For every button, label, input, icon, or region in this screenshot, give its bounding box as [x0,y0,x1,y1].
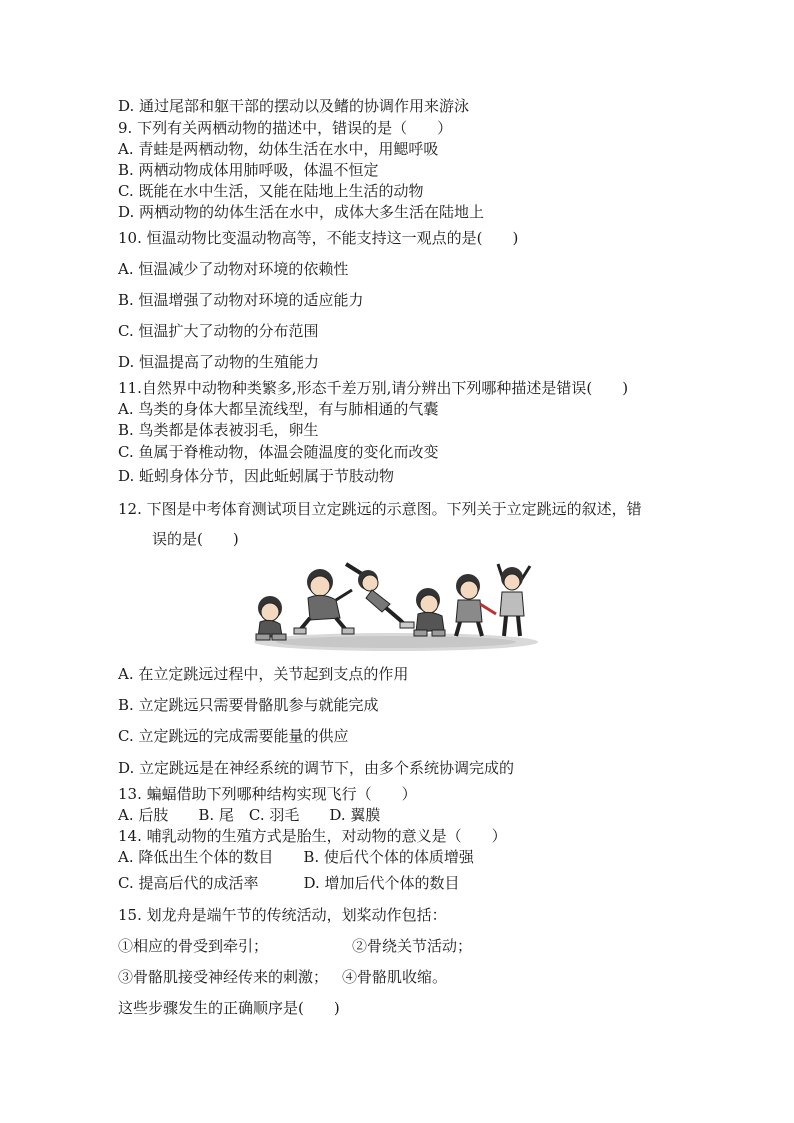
q9-option-d: D. 两栖动物的幼体生活在水中，成体大多生活在陆地上 [118,203,485,221]
q15-stem: 15. 划龙舟是端午节的传统活动，划桨动作包括： [118,906,447,924]
jumper-landing [414,588,445,636]
q13-stem: 13. 蝙蝠借助下列哪种结构实现飞行（ ） [118,785,417,803]
q10-option-c: C. 恒温扩大了动物的分布范围 [118,322,319,340]
q15-step1: ①相应的骨受到牵引； [118,937,269,955]
q14-options-row2: C. 提高后代的成活率 D. 增加后代个体的数目 [118,874,460,892]
q11-option-c: C. 鱼属于脊椎动物，体温会随温度的变化而改变 [118,443,439,461]
q9-option-a: A. 青蛙是两栖动物，幼体生活在水中，用鳃呼吸 [118,140,439,158]
q8-option-d: D. 通过尾部和躯干部的摆动以及鳍的协调作用来游泳 [118,97,470,115]
q12-option-d: D. 立定跳远是在神经系统的调节下，由多个系统协调完成的 [118,759,515,777]
q11-option-d: D. 蚯蚓身体分节，因此蚯蚓属于节肢动物 [118,467,395,485]
q9-option-c: C. 既能在水中生活，又能在陆地上生活的动物 [118,182,424,200]
q13-options: A. 后肢 B. 尾 C. 羽毛 D. 翼膜 [118,806,381,824]
jumper-arms-back [456,574,496,636]
q15-step2: ②骨绕关节活动； [352,937,473,955]
q12-option-a: A. 在立定跳远过程中，关节起到支点的作用 [118,665,409,683]
jumper-arms-up [498,564,530,636]
q11-option-b: B. 鸟类都是体表被羽毛，卵生 [118,421,319,439]
q10-stem: 10. 恒温动物比变温动物高等，不能支持这一观点的是( ) [118,229,519,247]
standing-long-jump-illustration [250,560,542,652]
q15-ask: 这些步骤发生的正确顺序是( ) [118,999,340,1017]
q9-option-b: B. 两栖动物成体用肺呼吸，体温不恒定 [118,161,379,179]
q12-option-b: B. 立定跳远只需要骨骼肌参与就能完成 [118,696,379,714]
q11-stem: 11.自然界中动物种类繁多,形态千差万别,请分辨出下列哪种描述是错误( ) [118,379,629,397]
q10-option-b: B. 恒温增强了动物对环境的适应能力 [118,291,364,309]
q14-stem: 14. 哺乳动物的生殖方式是胎生，对动物的意义是（ ） [118,827,507,845]
q12-option-c: C. 立定跳远的完成需要能量的供应 [118,727,349,745]
q12-stem-line1: 12. 下图是中考体育测试项目立定跳远的示意图。下列关于立定跳远的叙述，错 [118,500,642,518]
q15-step4: ④骨骼肌收缩。 [342,968,448,986]
q10-option-d: D. 恒温提高了动物的生殖能力 [118,353,320,371]
q14-options-row1: A. 降低出生个体的数目 B. 使后代个体的体质增强 [118,848,474,866]
q9-stem: 9. 下列有关两栖动物的描述中，错误的是（ ） [118,119,453,137]
q15-step3: ③骨骼肌接受神经传来的刺激； [118,968,329,986]
jumper-in-flight [346,564,414,628]
q12-stem-line2: 误的是( ) [152,530,239,548]
q11-option-a: A. 鸟类的身体大都呈流线型，有与肺相通的气囊 [118,400,439,418]
q10-option-a: A. 恒温减少了动物对环境的依赖性 [118,260,349,278]
jumper-takeoff [294,569,354,634]
jumper-crouching [256,596,286,640]
